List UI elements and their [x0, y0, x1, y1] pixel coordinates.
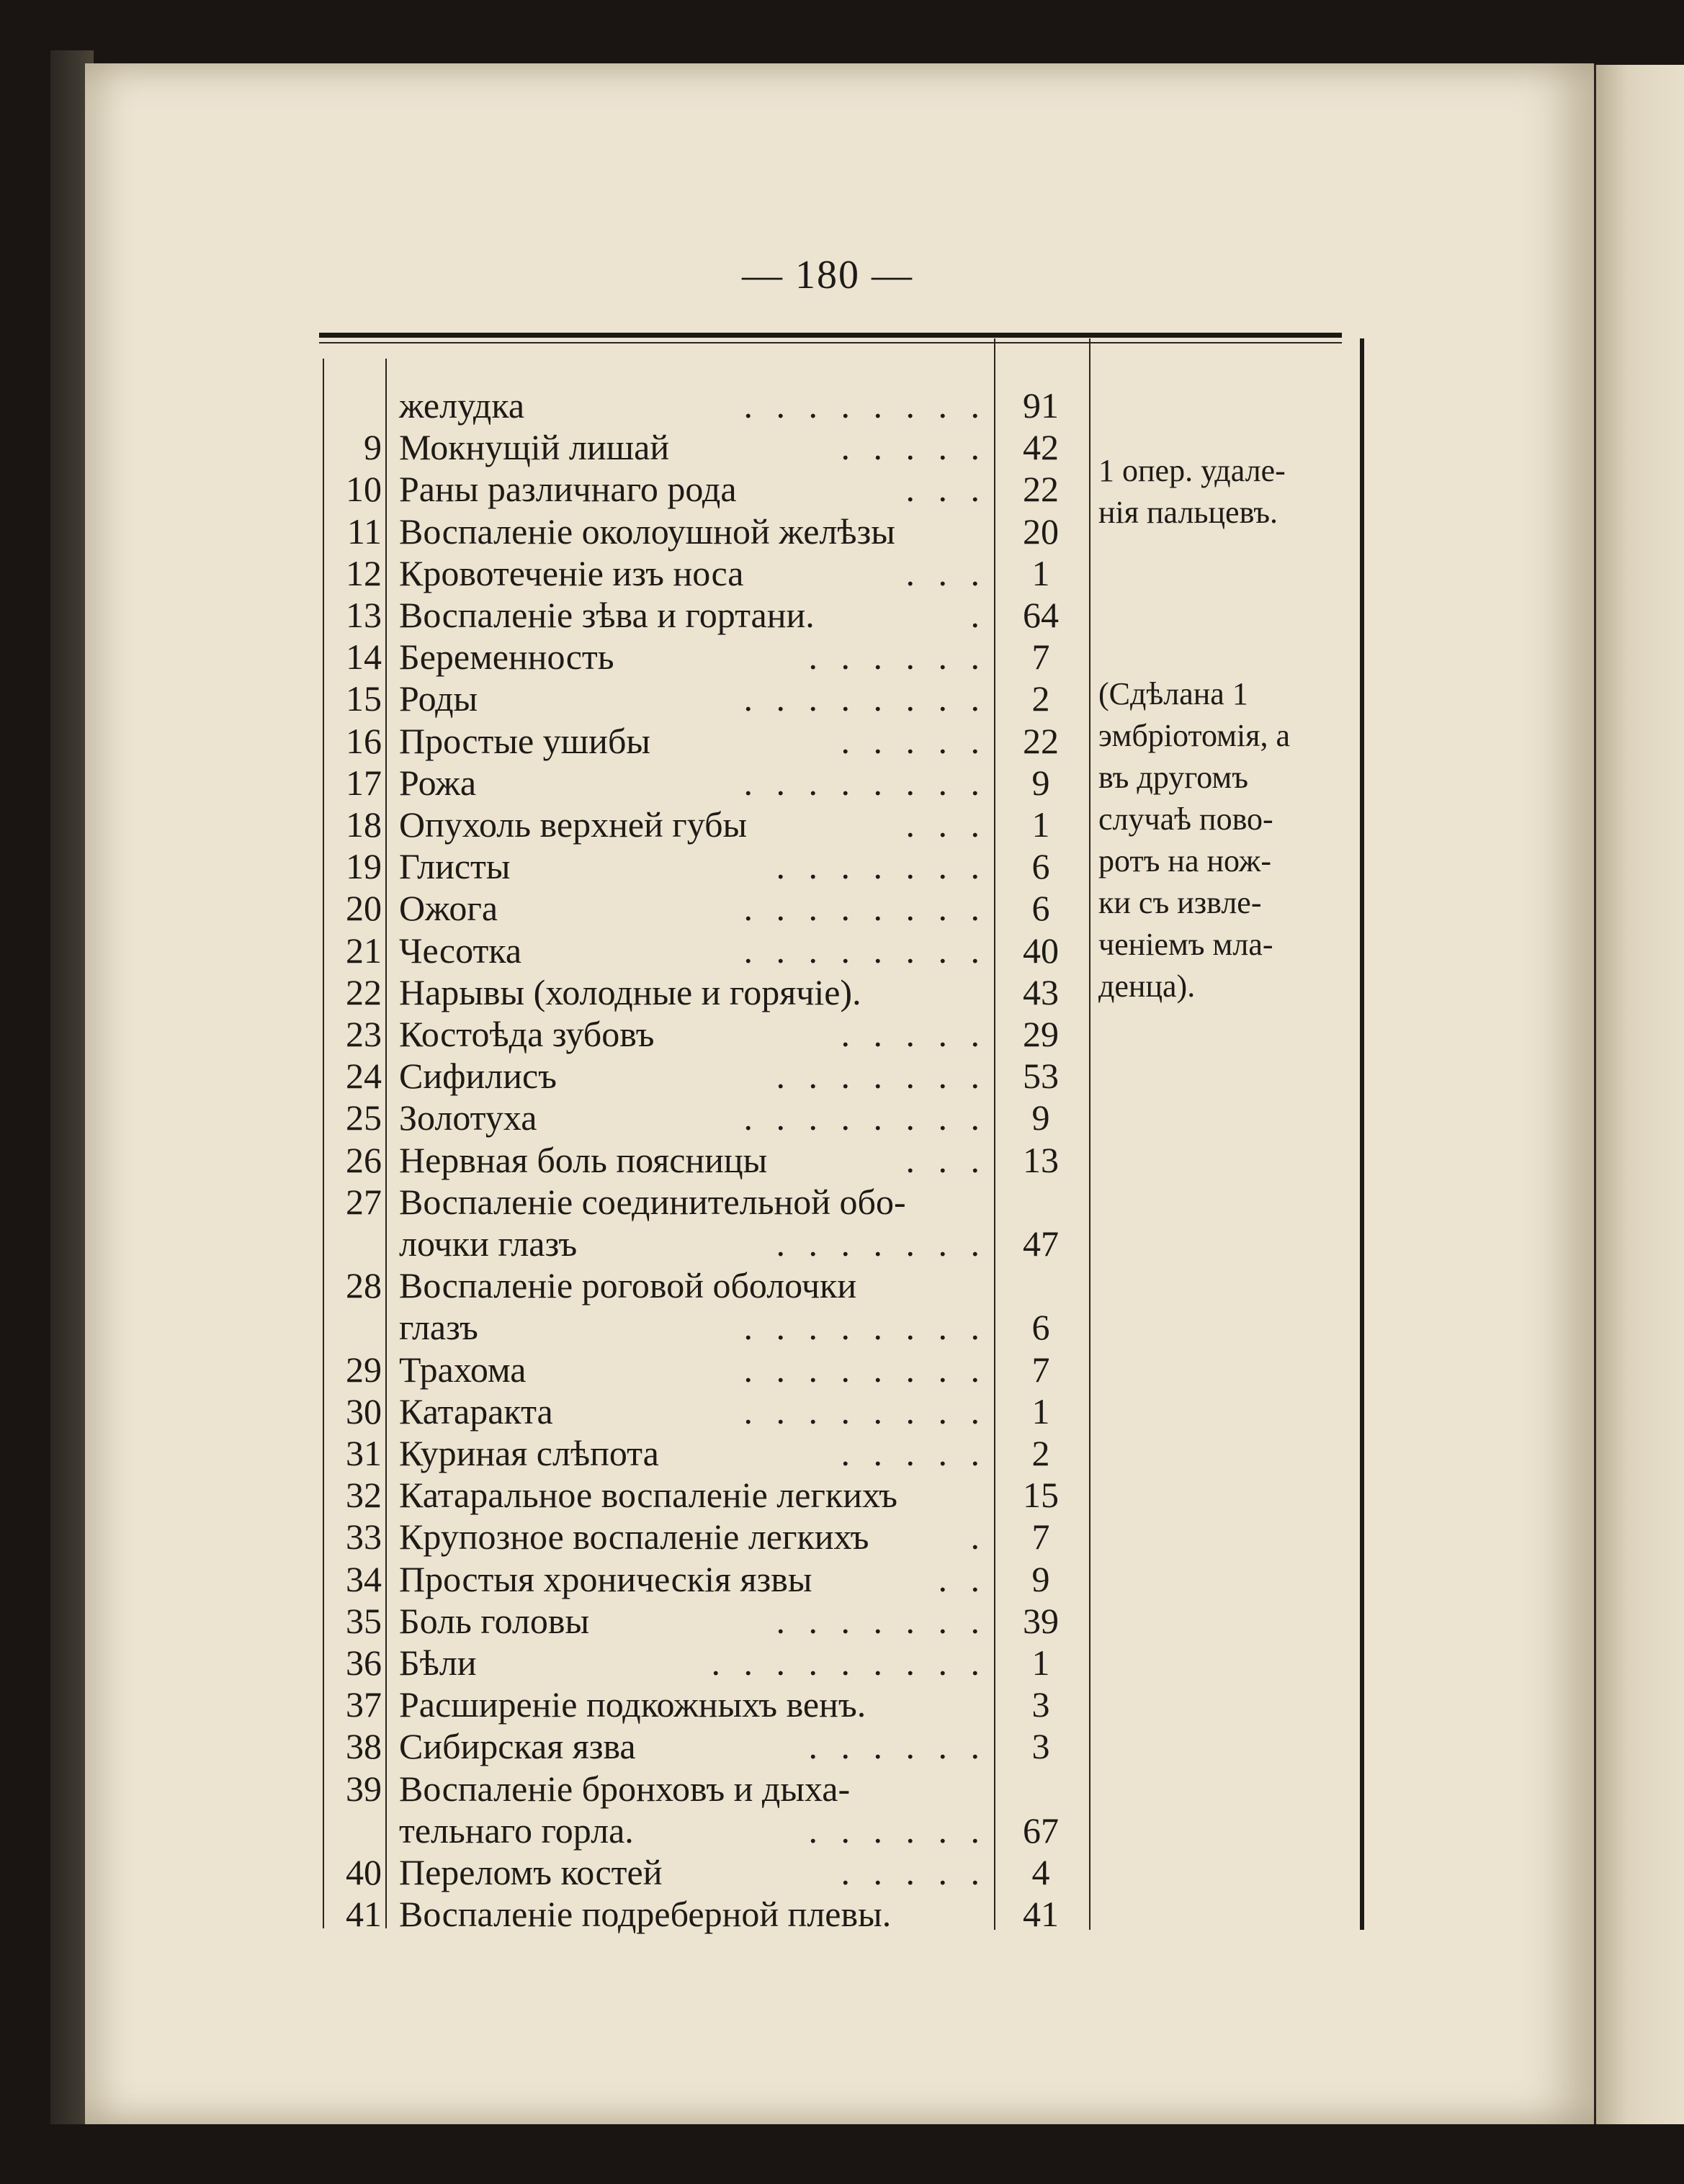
- row-dot-leader: . . .: [905, 469, 987, 510]
- row-number: 31: [346, 1433, 382, 1473]
- row-number: 39: [346, 1768, 382, 1809]
- row-dot-leader: . . . . . . . .: [743, 930, 987, 971]
- row-disease-name: Воспаленіе роговой оболочки: [399, 1265, 857, 1306]
- table-row: [324, 1893, 1347, 1935]
- row-disease-name: Простыя хроническія язвы: [399, 1558, 812, 1599]
- row-number: 15: [346, 678, 382, 719]
- row-dot-leader: . . . . .: [841, 720, 987, 761]
- facing-page-edge: [1594, 65, 1684, 2124]
- row-disease-name: тельнаго горла.: [399, 1810, 634, 1851]
- row-disease-name: Катаракта: [399, 1390, 553, 1432]
- row-dot-leader: . . .: [905, 552, 987, 593]
- row-number: 14: [346, 637, 382, 678]
- row-number: 21: [346, 930, 382, 971]
- row-number: 9: [364, 427, 382, 468]
- row-count: 91: [1023, 385, 1059, 426]
- table-top-rule-thin: [319, 342, 1342, 343]
- row-dot-leader: . . . . . . .: [776, 1600, 987, 1641]
- row-number: 18: [346, 804, 382, 845]
- row-dot-leader: .: [970, 595, 987, 635]
- row-disease-name: Воспаленіе подреберной плевы.: [399, 1894, 892, 1935]
- row-disease-name: лочки глазъ: [399, 1223, 578, 1264]
- table-row: [324, 1642, 1347, 1684]
- row-disease-name: Кровотеченіе изъ носа: [399, 552, 744, 593]
- row-count: 29: [1023, 1014, 1059, 1054]
- row-dot-leader: . . . . . . . .: [743, 1307, 987, 1348]
- row-disease-name: Боль головы: [399, 1600, 590, 1641]
- row-dot-leader: . . . . . .: [808, 637, 987, 678]
- row-dot-leader: . .: [938, 1558, 987, 1599]
- row-disease-name: Простые ушибы: [399, 720, 650, 761]
- row-dot-leader: . . . . . . .: [776, 846, 987, 887]
- row-count: 13: [1023, 1139, 1059, 1180]
- row-disease-name: Ожога: [399, 888, 498, 929]
- table-row: [324, 1810, 1347, 1851]
- table-row: [324, 1474, 1347, 1516]
- row-disease-name: Трахома: [399, 1349, 527, 1390]
- row-number: 20: [346, 888, 382, 929]
- row-disease-name: Воспаленіе бронховъ и дыха-: [399, 1768, 851, 1809]
- row-disease-name: Рожа: [399, 762, 477, 803]
- row-count: 1: [1031, 1390, 1050, 1432]
- row-dot-leader: . . . . .: [841, 427, 987, 468]
- row-disease-name: Глисты: [399, 846, 511, 887]
- table-row: [324, 1306, 1347, 1348]
- row-number: 12: [346, 552, 382, 593]
- row-number: 25: [346, 1097, 382, 1138]
- table-row: [324, 1432, 1347, 1474]
- row-count: 47: [1023, 1223, 1059, 1264]
- row-disease-name: Воспаленіе зѣва и гортани.: [399, 595, 815, 635]
- row-number: 36: [346, 1643, 382, 1683]
- row-count: 20: [1023, 511, 1059, 552]
- row-number: 27: [346, 1181, 382, 1222]
- table-row: [324, 1851, 1347, 1893]
- row-count: 7: [1031, 1516, 1050, 1558]
- row-count: 39: [1023, 1600, 1059, 1641]
- row-disease-name: Костоѣда зубовъ: [399, 1014, 655, 1054]
- row-disease-name: Чесотка: [399, 930, 522, 971]
- row-count: 3: [1031, 1684, 1050, 1725]
- table-row: [324, 1684, 1347, 1725]
- table-row: [324, 1768, 1347, 1810]
- table-row: [324, 1097, 1347, 1138]
- row-count: 7: [1031, 1349, 1050, 1390]
- row-disease-name: желудка: [399, 385, 525, 426]
- table-row: [324, 1600, 1347, 1642]
- row-count: 9: [1031, 762, 1050, 803]
- row-dot-leader: . . . . .: [841, 1433, 987, 1473]
- row-dot-leader: . . . . . . . .: [743, 678, 987, 719]
- table-row: [324, 552, 1347, 594]
- row-disease-name: Воспаленіе соединительной обо-: [399, 1181, 906, 1222]
- page-number: — 180 —: [742, 253, 913, 297]
- table-row: [324, 1264, 1347, 1306]
- row-count: 1: [1031, 552, 1050, 593]
- table-row: [324, 1349, 1347, 1390]
- table-row: [324, 636, 1347, 678]
- row-disease-name: глазъ: [399, 1307, 478, 1348]
- row-number: 28: [346, 1265, 382, 1306]
- row-number: 23: [346, 1014, 382, 1054]
- row-count: 22: [1023, 469, 1059, 510]
- row-disease-name: Переломъ костей: [399, 1852, 663, 1892]
- table-row: [324, 385, 1347, 426]
- table-row: [324, 1558, 1347, 1600]
- row-disease-name: Роды: [399, 678, 478, 719]
- row-dot-leader: . . . . . . . .: [743, 1097, 987, 1138]
- row-number: 19: [346, 846, 382, 887]
- row-number: 34: [346, 1558, 382, 1599]
- row-count: 22: [1023, 720, 1059, 761]
- row-number: 24: [346, 1056, 382, 1097]
- row-disease-name: Раны различнаго рода: [399, 469, 737, 510]
- row-number: 29: [346, 1349, 382, 1390]
- table-row: [324, 1725, 1347, 1767]
- row-disease-name: Сибирская язва: [399, 1726, 636, 1767]
- row-number: 38: [346, 1726, 382, 1767]
- table-row: [324, 1516, 1347, 1558]
- row-number: 32: [346, 1475, 382, 1516]
- row-count: 43: [1023, 971, 1059, 1012]
- table-row: [324, 1181, 1347, 1223]
- row-count: 40: [1023, 930, 1059, 971]
- row-dot-leader: . . . . . . . . .: [711, 1643, 987, 1683]
- row-disease-name: Золотуха: [399, 1097, 537, 1138]
- row-count: 53: [1023, 1056, 1059, 1097]
- row-count: 7: [1031, 637, 1050, 678]
- row-dot-leader: . . . . . . . .: [743, 385, 987, 426]
- note-finger-amputation: 1 опер. удале- нія пальцевъ.: [1098, 453, 1286, 530]
- row-dot-leader: .: [970, 1516, 987, 1558]
- row-number: 16: [346, 720, 382, 761]
- row-dot-leader: . . . . . . . .: [743, 1390, 987, 1432]
- row-number: 33: [346, 1516, 382, 1558]
- row-count: 4: [1031, 1852, 1050, 1892]
- row-count: 1: [1031, 804, 1050, 845]
- table-row: [324, 1223, 1347, 1264]
- row-dot-leader: . . .: [905, 804, 987, 845]
- row-count: 41: [1023, 1894, 1059, 1935]
- row-number: 13: [346, 595, 382, 635]
- row-number: 30: [346, 1390, 382, 1432]
- row-disease-name: Сифилисъ: [399, 1056, 557, 1097]
- row-dot-leader: . . . . . . .: [776, 1056, 987, 1097]
- row-disease-name: Воспаленіе околоушной желѣзы: [399, 511, 895, 552]
- table-right-border: [1360, 338, 1364, 1930]
- row-count: 67: [1023, 1810, 1059, 1851]
- row-number: 10: [346, 469, 382, 510]
- row-dot-leader: . . . . .: [841, 1852, 987, 1892]
- row-count: 9: [1031, 1558, 1050, 1599]
- row-number: 26: [346, 1139, 382, 1180]
- row-count: 2: [1031, 1433, 1050, 1473]
- row-count: 2: [1031, 678, 1050, 719]
- row-disease-name: Крупозное воспаленіе легкихъ: [399, 1516, 869, 1558]
- row-dot-leader: . . . . . . . .: [743, 888, 987, 929]
- row-count: 42: [1023, 427, 1059, 468]
- row-disease-name: Катаральное воспаленіе легкихъ: [399, 1475, 897, 1516]
- row-disease-name: Беременность: [399, 637, 614, 678]
- row-dot-leader: . . . . .: [841, 1014, 987, 1054]
- row-disease-name: Нарывы (холодные и горячіе).: [399, 971, 861, 1012]
- row-count: 3: [1031, 1726, 1050, 1767]
- row-dot-leader: . . . . . . . .: [743, 762, 987, 803]
- table-row: [324, 1013, 1347, 1055]
- row-count: 64: [1023, 595, 1059, 635]
- row-number: 22: [346, 971, 382, 1012]
- row-dot-leader: . . .: [905, 1139, 987, 1180]
- row-count: 1: [1031, 1643, 1050, 1683]
- table-row: [324, 594, 1347, 636]
- row-number: 35: [346, 1600, 382, 1641]
- note-embryotomy: (Сдѣлана 1 эмбріотомія, а въ другомъ случаѣ пово- ротъ на нож- ки съ извле- ченіемъ мла- денца).: [1098, 676, 1291, 1004]
- table-row: [324, 1390, 1347, 1432]
- row-count: 15: [1023, 1475, 1059, 1516]
- row-number: 40: [346, 1852, 382, 1892]
- row-disease-name: Нервная боль поясницы: [399, 1139, 768, 1180]
- row-count: 9: [1031, 1097, 1050, 1138]
- row-dot-leader: . . . . . . .: [776, 1223, 987, 1264]
- row-dot-leader: . . . . . .: [808, 1810, 987, 1851]
- row-disease-name: Куриная слѣпота: [399, 1433, 659, 1473]
- row-disease-name: Расширеніе подкожныхъ венъ.: [399, 1684, 866, 1725]
- row-number: 41: [346, 1894, 382, 1935]
- row-number: 17: [346, 762, 382, 803]
- row-dot-leader: . . . . . .: [808, 1726, 987, 1767]
- row-disease-name: Бѣли: [399, 1643, 477, 1683]
- row-number: 11: [346, 511, 382, 552]
- table-row: [324, 1139, 1347, 1181]
- row-disease-name: Опухоль верхней губы: [399, 804, 748, 845]
- row-number: 37: [346, 1684, 382, 1725]
- table-top-rule: [319, 333, 1342, 338]
- row-disease-name: Мокнущій лишай: [399, 427, 670, 468]
- table-row: [324, 1055, 1347, 1097]
- row-count: 6: [1031, 846, 1050, 887]
- row-count: 6: [1031, 888, 1050, 929]
- row-count: 6: [1031, 1307, 1050, 1348]
- row-dot-leader: . . . . . . . .: [743, 1349, 987, 1390]
